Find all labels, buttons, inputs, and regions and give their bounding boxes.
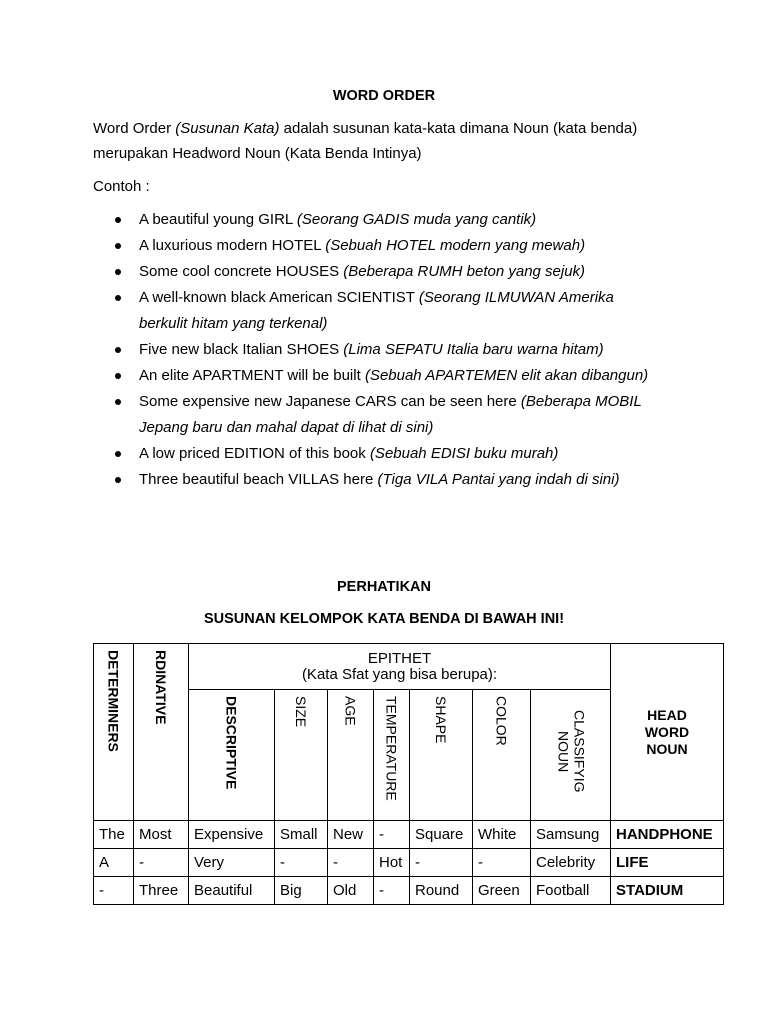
list-item: Some cool concrete HOUSES (Beberapa RUMH beton yang sejuk) <box>93 259 693 285</box>
bullet-icon <box>115 243 121 249</box>
epithet-subtitle: (Kata Sfat yang bisa berupa): <box>301 666 498 683</box>
bullet-icon <box>115 217 121 223</box>
table-row: The Most Expensive Small New - Square White Samsung HANDPHONE <box>94 821 724 849</box>
list-item: A well-known black American SCIENTIST (Seorang ILMUWAN Amerika berkulit hitam yang terkenal) <box>93 285 693 337</box>
bullet-icon <box>115 451 121 457</box>
bullet-icon <box>115 269 121 275</box>
page-title: WORD ORDER <box>332 88 436 104</box>
header-classifying-noun: CLASSIFYIG NOUN <box>531 690 611 821</box>
header-age: AGE <box>328 690 374 821</box>
bullet-icon <box>115 373 121 379</box>
example-list <box>93 207 693 493</box>
word-order-table <box>93 643 724 905</box>
intro-text-2: merupakan Headword Noun (Kata Benda Intinya) <box>93 145 422 162</box>
header-descriptive: DESCRIPTIVE <box>189 690 275 821</box>
header-ordinative: RDINATIVE <box>134 644 189 821</box>
list-item: A low priced EDITION of this book (Sebuah EDISI buku murah) <box>93 441 693 467</box>
list-item: A luxurious modern HOTEL (Sebuah HOTEL modern yang mewah) <box>93 233 693 259</box>
header-shape: SHAPE <box>410 690 473 821</box>
list-item: A beautiful young GIRL (Seorang GADIS muda yang cantik) <box>93 207 693 233</box>
bullet-icon <box>115 295 121 301</box>
header-size: SIZE <box>275 690 328 821</box>
intro-italic: (Susunan Kata) <box>175 120 280 137</box>
bullet-icon <box>115 347 121 353</box>
section-heading-susunan: SUSUNAN KELOMPOK KATA BENDA DI BAWAH INI! <box>203 611 565 627</box>
epithet-title: EPITHET <box>367 650 432 667</box>
intro-text-1-rest: adalah susunan kata-kata dimana Noun (kata benda) <box>279 120 638 137</box>
header-head-word-noun: HEAD WORD NOUN <box>611 644 724 821</box>
list-item: An elite APARTMENT will be built (Sebuah APARTEMEN elit akan dibangun) <box>93 363 693 389</box>
list-item: Five new black Italian SHOES (Lima SEPATU Italia baru warna hitam) <box>93 337 693 363</box>
table-row: A - Very - - Hot - - Celebrity LIFE <box>94 849 724 877</box>
intro-paragraph <box>93 116 693 166</box>
section-heading-perhatikan: PERHATIKAN <box>337 579 431 595</box>
contoh-label: Contoh : <box>93 178 150 195</box>
list-item: Some expensive new Japanese CARS can be seen here (Beberapa MOBIL Jepang baru dan mahal dapat di lihat di sini) <box>93 389 693 441</box>
table-row: - Three Beautiful Big Old - Round Green Football STADIUM <box>94 877 724 905</box>
header-epithet <box>189 644 611 690</box>
header-color: COLOR <box>473 690 531 821</box>
header-determiners: DETERMINERS <box>94 644 134 821</box>
bullet-icon <box>115 399 121 405</box>
header-temperature: TEMPERATURE <box>374 690 410 821</box>
intro-text-1: Word Order <box>93 120 176 137</box>
bullet-icon <box>115 477 121 483</box>
list-item: Three beautiful beach VILLAS here (Tiga VILA Pantai yang indah di sini) <box>93 467 693 493</box>
